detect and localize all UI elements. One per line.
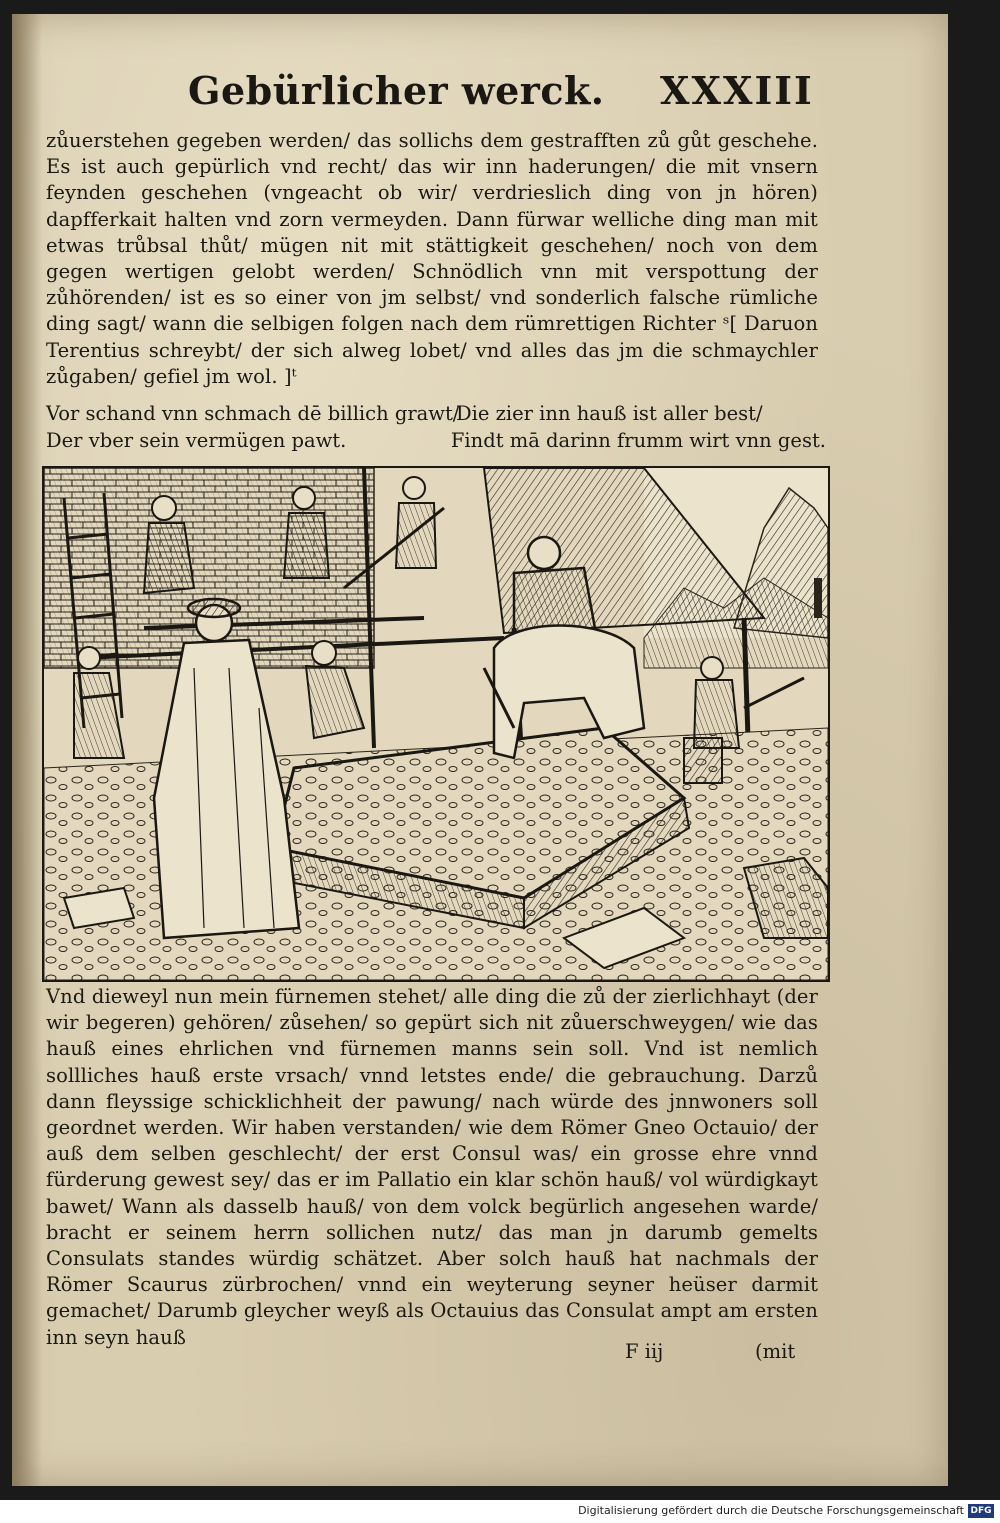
- verse-line-2-left: Der vber sein vermügen pawt.: [46, 429, 347, 452]
- signature-mark: F iij: [625, 1340, 664, 1363]
- verse-line-1-right: Die zier inn hauß ist aller best/: [456, 402, 763, 425]
- page-gutter-shadow: [12, 14, 42, 1486]
- folio-number: XXXIII: [660, 68, 814, 113]
- verse-line-2: [46, 427, 826, 454]
- running-head: Gebürlicher werck.: [188, 68, 605, 113]
- woodcut-building-scene: [44, 468, 828, 980]
- woodcut-illustration: [42, 466, 830, 982]
- funding-credit: Digitalisierung gefördert durch die Deutsche Forschungsgemeinschaft: [578, 1504, 964, 1517]
- catchword: (mit: [755, 1340, 796, 1363]
- paragraph-bottom: Vnd dieweyl nun mein fürnemen stehet/ alle ding die zů der zierlichhayt (der wir begeren) gehören/ zůsehen/ so gepürt sich nit zůuerschweygen/ wie das hauß eines ehrlichen vnd fürnemen manns sein soll. Vnd ist nemlich sollliches hauß erste vrsach/ vnnd letstes ende/ die gebrauchung. Darzů dann fleyssige schicklichheit der pawung/ nach würde des jnnwoners soll geordnet werden. Wir haben verstanden/ wie dem Römer Gneo Octauio/ der auß dem selben geschlecht/ der erst Consul was/ ein grosse ehre vnnd fürderung gewest sey/ das er im Pallatio ein klar schön hauß/ vol würdigkayt bawet/ Wann als dasselb hauß/ von dem volck begürlich angesehen warde/ bracht er seinem herrn sollichen nutz/ das man jn darumb gemelts Consulats standes würdig schätzet. Aber solch hauß hat nachmals der Römer Scaurus zürbrochen/ vnnd ein weyterung seyner heüser darmit gemachet/ Darumb gleycher weyß als Octauius das Consulat ampt am ersten inn seyn hauß: [46, 985, 818, 1349]
- verse-couplets: [46, 400, 826, 454]
- verse-line-2-right: Findt mā darinn frumm wirt vnn gest.: [450, 429, 826, 452]
- footer-bar: [0, 1500, 1000, 1523]
- signature-line: [625, 1340, 825, 1370]
- dfg-logo: DFG: [968, 1504, 994, 1518]
- verse-line-1: [46, 400, 826, 427]
- verse-line-1-left: Vor schand vnn schmach dē billich grawt/: [46, 402, 460, 425]
- paragraph-top: zůuerstehen gegeben werden/ das sollichs dem gestrafften zů gůt geschehe. Es ist auch gepürlich vnd recht/ das wir inn haderungen/ die mit vnsern feynden geschehen (vngeacht ob wir/ verdrieslich ding von jn hören) dapfferkait halten vnd zorn vermeyden. Dann fürwar welliche ding man mit etwas trůbsal thůt/ mügen nit mit stättigkeit geschehen/ noch von dem gegen wertigen gelobt werden/ Schnödlich vnn mit verspottung der zůhörenden/ ist es so einer von jm selbst/ vnd sonderlich falsche rümliche ding sagt/ wann die selbigen folgen nach dem rümrettigen Richter ˢ[ Daruon Terentius schreybt/ der sich alweg lobet/ vnd alles das jm die schmaychler zůgaben/ gefiel jm wol. ]ᵗ: [46, 129, 818, 388]
